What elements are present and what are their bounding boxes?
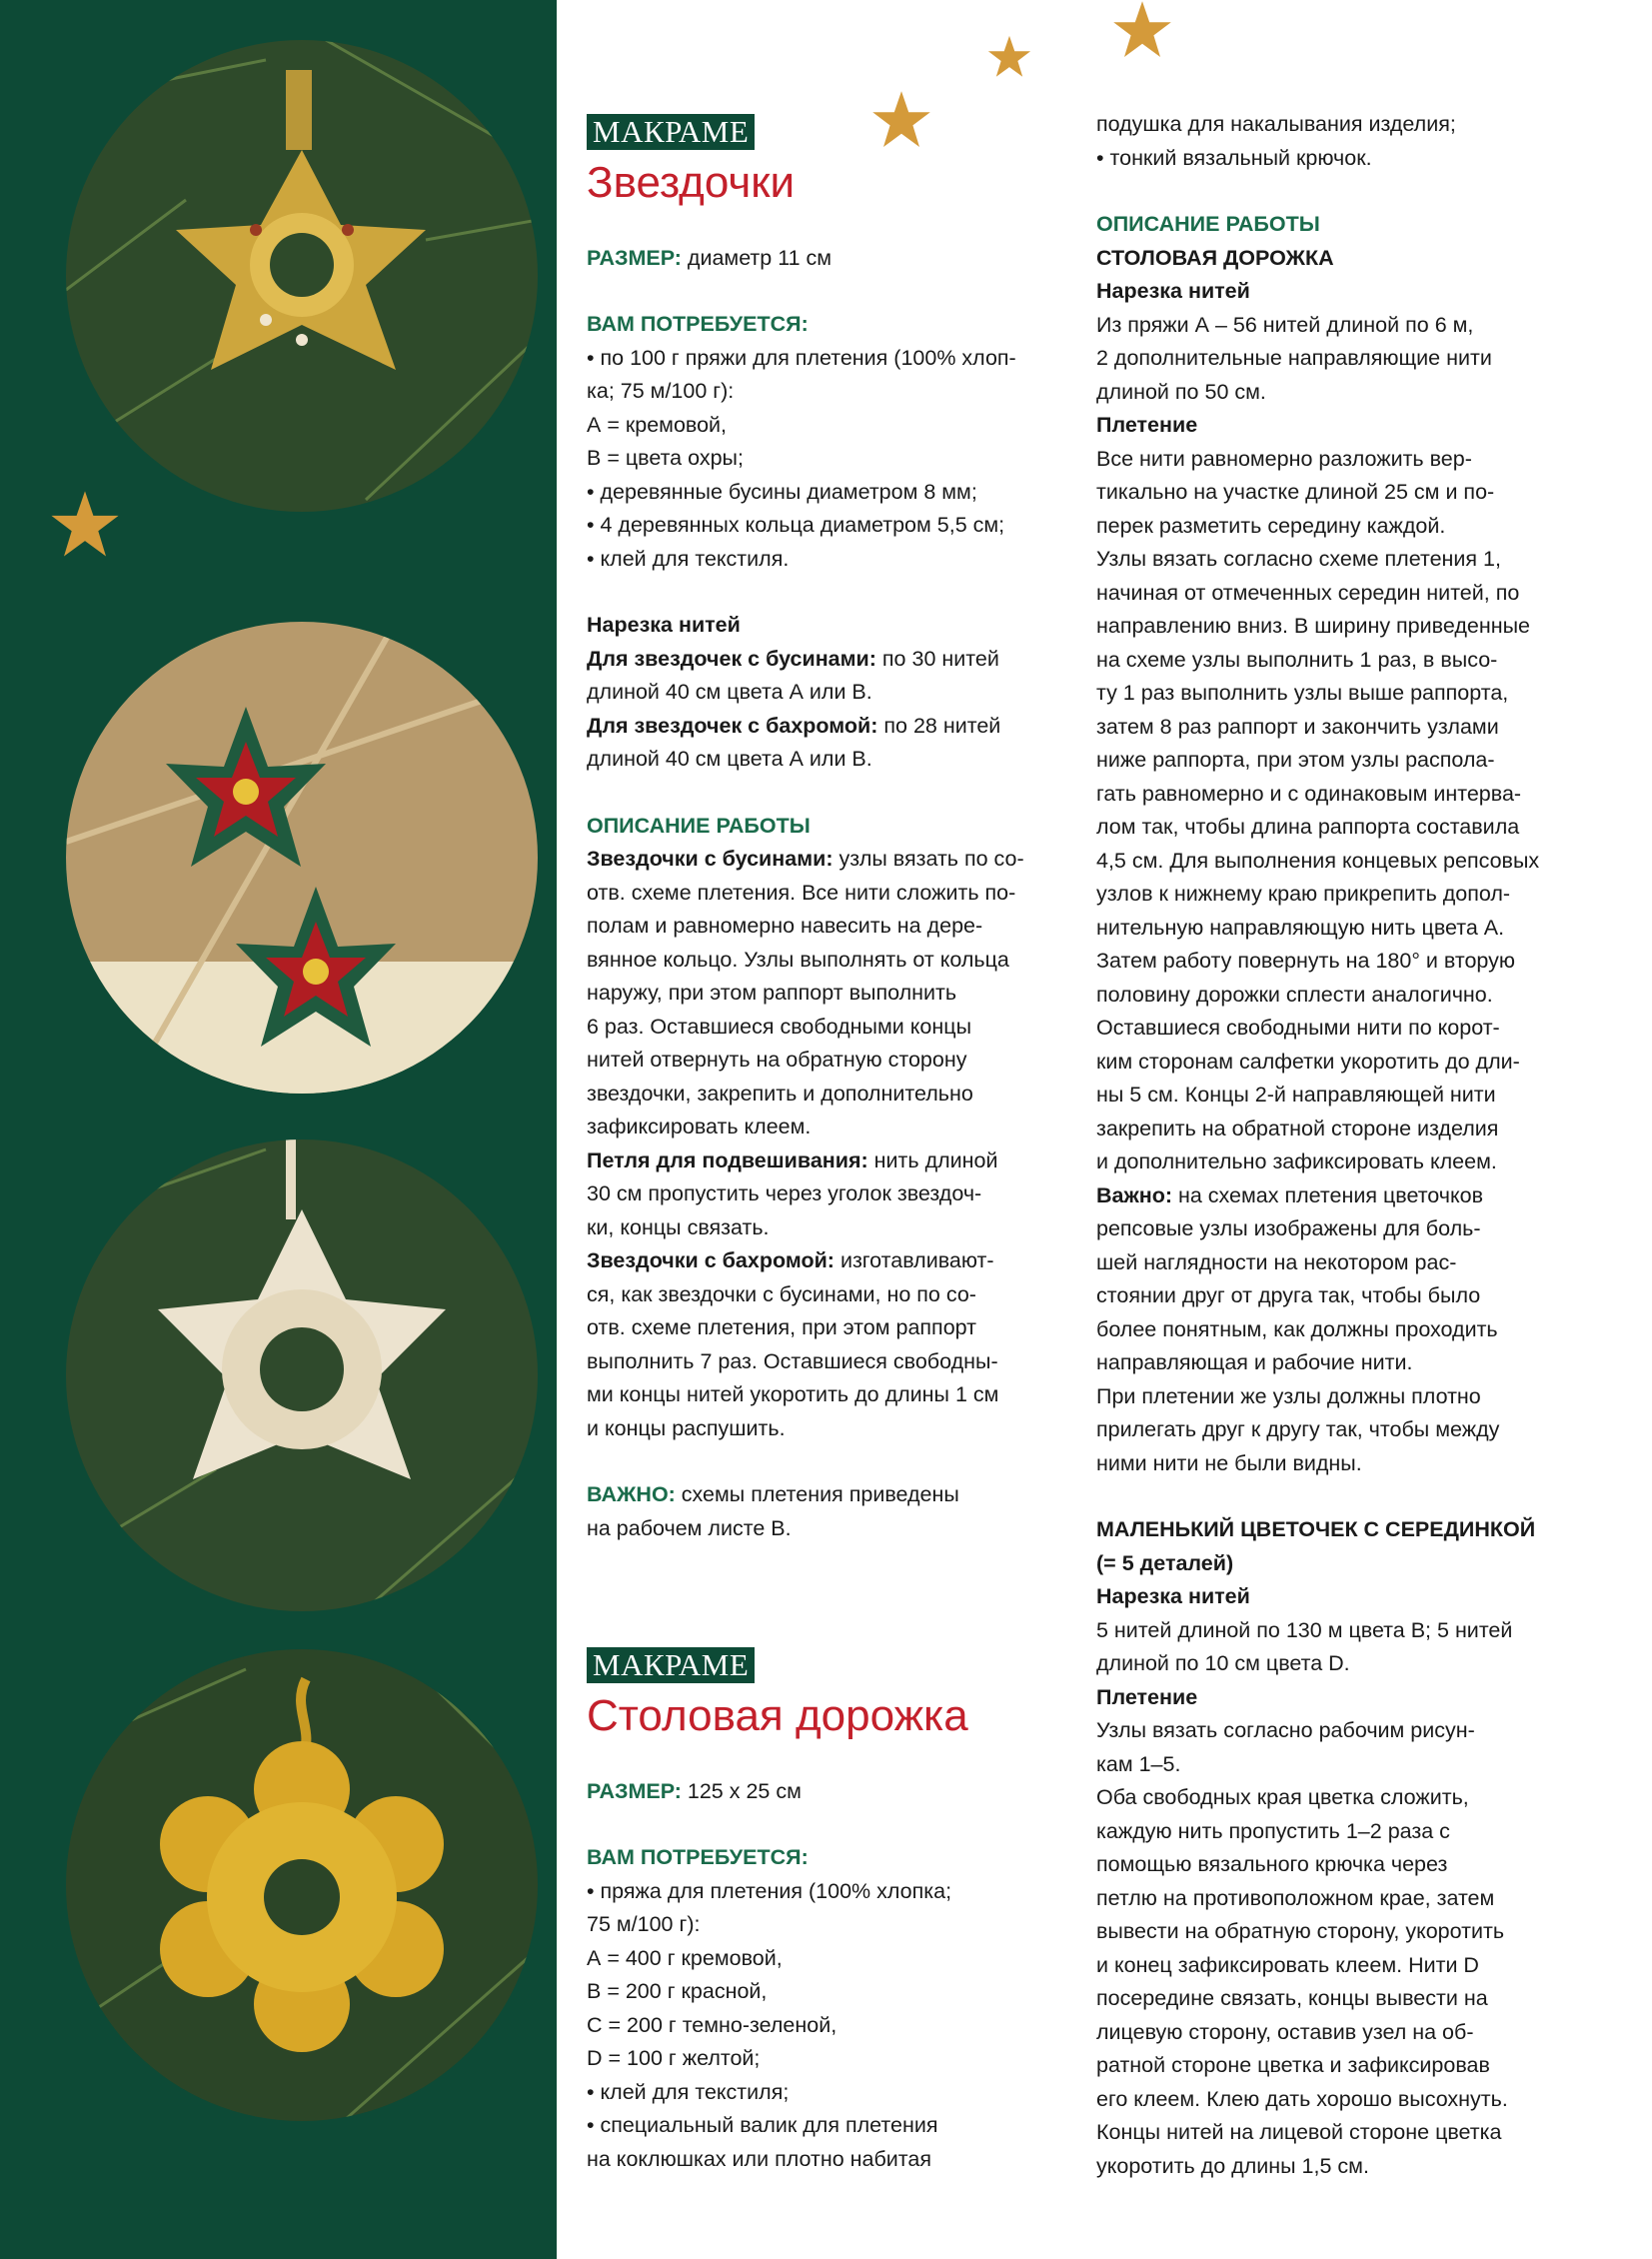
materials-item: В = 200 г красной, [587,1979,768,2003]
body-line: При плетении же узлы должны плотно [1096,1383,1481,1408]
materials-item: • специальный валик для плетения [587,2113,938,2137]
size-line: РАЗМЕР: диаметр 11 см [587,245,832,270]
body-line: прилегать друг к другу так, чтобы между [1096,1417,1500,1441]
materials-item: С = 200 г темно-зеленой, [587,2012,837,2037]
body-line: перек разметить середину каждой. [1096,513,1446,538]
body-line: более понятным, как должны проходить [1096,1316,1498,1341]
body-line: Звездочки с бусинами: узлы вязать по со- [587,847,1024,871]
important-note: ВАЖНО: схемы плетения приведены [587,1482,959,1506]
body-line: ми концы нитей укоротить до длины 1 см [587,1382,999,1406]
body-line: стоянии друг от друга так, чтобы было [1096,1283,1481,1307]
body-line: и дополнительно зафиксировать клеем. [1096,1149,1497,1173]
body-line: кам 1–5. [1096,1751,1181,1776]
body-line: и концы распушить. [587,1415,786,1440]
materials-item: В = цвета охры; [587,446,744,470]
body-line: отв. схеме плетения. Все нити сложить по- [587,880,1016,905]
body-line: закрепить на обратной стороне изделия [1096,1116,1499,1140]
body-line: затем 8 раз раппорт и закончить узлами [1096,714,1499,739]
body-line: и конец зафиксировать клеем. Нити D [1096,1952,1479,1977]
body-line: Оставшиеся свободными нити по корот- [1096,1016,1500,1040]
important-note: на рабочем листе В. [587,1515,792,1540]
body-line: нитей отвернуть на обратную сторону [587,1048,967,1072]
body-line: Затем работу повернуть на 180° и вторую [1096,949,1515,973]
body-line: Звездочки с бахромой: изготавливают- [587,1248,994,1272]
body-line: на схеме узлы выполнить 1 раз, в высо- [1096,647,1498,672]
section-tag: МАКРАМЕ [587,1647,755,1683]
materials-heading: ВАМ ПОТРЕБУЕТСЯ: [587,312,809,336]
article-title: Столовая дорожка [587,1690,968,1740]
cut-line: Для звездочек с бахромой: по 28 нитей [587,713,1001,738]
body-line: нительную направляющую нить цвета А. [1096,915,1505,940]
materials-item: 75 м/100 г): [587,1912,701,1936]
body-line: звездочки, закрепить и дополнительно [587,1081,973,1106]
materials-item: • тонкий вязальный крючок. [1096,145,1372,170]
cut-line: длиной 40 см цвета А или В. [587,680,872,704]
star-icon [50,490,120,560]
body-line: ратной стороне цветка и зафиксировав [1096,2053,1490,2077]
body-line: ки, концы связать. [587,1214,770,1239]
materials-item: • клей для текстиля; [587,2079,790,2104]
body-line: лицевую сторону, оставив узел на об- [1096,2019,1474,2044]
body-line: Оба свободных края цветка сложить, [1096,1785,1469,1809]
materials-item: D = 100 г желтой; [587,2046,761,2070]
materials-item: на коклюшках или плотно набитая [587,2146,931,2171]
cut-heading: Нарезка нитей [1096,1584,1250,1608]
body-line: 2 дополнительные направляющие нити [1096,346,1492,370]
cut-line: длиной 40 см цвета А или В. [587,747,872,771]
body-line: лом так, чтобы длина раппорта составила [1096,815,1520,839]
body-line: ся, как звездочки с бусинами, но по со- [587,1281,976,1306]
body-line: полам и равномерно навесить на дере- [587,914,983,938]
cut-heading: Нарезка нитей [587,613,741,637]
materials-item: А = 400 г кремовой, [587,1945,783,1970]
body-line: Петля для подвешивания: нить длиной [587,1147,998,1172]
materials-item: подушка для накалывания изделия; [1096,112,1456,136]
photo-ochre-star-ornament [66,40,538,512]
materials-item: • по 100 г пряжи для плетения (100% хлоп- [587,345,1016,370]
body-line: его клеем. Клею дать хорошо высохнуть. [1096,2086,1508,2111]
cut-heading: Нарезка нитей [1096,279,1250,303]
star-icon [1112,0,1172,60]
body-line: посередине связать, концы вывести на [1096,1986,1488,2010]
cut-line: Для звездочек с бусинами: по 30 нитей [587,646,999,671]
important-note: Важно: на схемах плетения цветочков [1096,1182,1484,1207]
body-line: Из пряжи А – 56 нитей длиной по 6 м, [1096,312,1474,337]
body-line: 5 нитей длиной по 130 м цвета В; 5 нитей [1096,1617,1513,1642]
weave-heading: Плетение [1096,1684,1198,1709]
body-line: репсовые узлы изображены для боль- [1096,1216,1481,1240]
star-icon [987,35,1031,79]
body-line: 30 см пропустить через уголок звездоч- [587,1181,982,1205]
body-line: выполнить 7 раз. Оставшиеся свободны- [587,1348,998,1373]
body-line: ними нити не были видны. [1096,1450,1362,1475]
size-line: РАЗМЕР: 125 х 25 см [587,1778,802,1803]
body-line: ту 1 раз выполнить узлы выше раппорта, [1096,681,1509,705]
body-line: ниже раппорта, при этом узлы распола- [1096,748,1495,772]
body-line: начиная от отмеченных середин нитей, по [1096,580,1520,605]
body-line: тикально на участке длиной 25 см и по- [1096,480,1495,504]
body-line: Узлы вязать согласно рабочим рисун- [1096,1718,1475,1742]
body-line: вывести на обратную сторону, укоротить [1096,1919,1505,1943]
photo-yellow-flower-star [66,1649,538,2121]
work-heading: ОПИСАНИЕ РАБОТЫ [1096,212,1320,236]
body-line: отв. схеме плетения, при этом раппорт [587,1315,976,1339]
materials-item: • деревянные бусины диаметром 8 мм; [587,479,977,504]
body-line: каждую нить пропустить 1–2 раза с [1096,1818,1450,1843]
body-line: вянное кольцо. Узлы выполнять от кольца [587,947,1009,972]
body-line: 4,5 см. Для выполнения концевых репсовых [1096,848,1540,873]
body-line: наружу, при этом раппорт выполнить [587,981,957,1005]
part-heading: СТОЛОВАЯ ДОРОЖКА [1096,245,1334,270]
photo-poinsettia-ornaments [66,622,538,1094]
body-line: половину дорожки сплести аналогично. [1096,982,1493,1007]
runner-article [587,1647,1056,2176]
flower-heading: МАЛЕНЬКИЙ ЦВЕТОЧЕК С СЕРЕДИНКОЙ [1096,1517,1536,1541]
weave-heading: Плетение [1096,413,1198,437]
body-line: направлению вниз. В ширину приведенные [1096,614,1530,638]
body-line: ким сторонам салфетки укоротить до дли- [1096,1049,1520,1074]
body-line: Узлы вязать согласно схеме плетения 1, [1096,547,1501,571]
body-line: зафиксировать клеем. [587,1115,812,1138]
stars-article [587,114,1056,1545]
materials-item: ка; 75 м/100 г): [587,379,735,403]
body-line: Все нити равномерно разложить вер- [1096,446,1472,471]
body-line: 6 раз. Оставшиеся свободными концы [587,1014,972,1039]
body-line: узлов к нижнему краю прикрепить допол- [1096,882,1511,906]
body-line: шей наглядности на некотором рас- [1096,1249,1457,1274]
materials-heading: ВАМ ПОТРЕБУЕТСЯ: [587,1845,809,1869]
body-line: Концы нитей на лицевой стороне цветка [1096,2120,1502,2144]
materials-item: • пряжа для плетения (100% хлопка; [587,1878,952,1903]
body-line: длиной по 50 см. [1096,379,1266,404]
materials-item: • клей для текстиля. [587,546,790,571]
article-title: Звездочки [587,157,796,207]
body-line: ны 5 см. Концы 2-й направляющей нити [1096,1083,1496,1107]
body-line: укоротить до длины 1,5 см. [1096,2153,1369,2178]
runner-instructions [1096,108,1596,2183]
body-line: длиной по 10 см цвета D. [1096,1651,1350,1675]
body-line: гать равномерно и с одинаковым интерва- [1096,781,1522,806]
flower-count: (= 5 деталей) [1096,1550,1234,1575]
materials-item: А = кремовой, [587,412,728,437]
body-line: направляющая и рабочие нити. [1096,1350,1413,1374]
photo-cream-fringed-star [66,1139,538,1611]
body-line: петлю на противоположном крае, затем [1096,1885,1495,1910]
sidebar-panel [0,0,557,2259]
section-tag: МАКРАМЕ [587,114,755,150]
materials-item: • 4 деревянных кольца диаметром 5,5 см; [587,513,1005,537]
body-line: помощью вязального крючка через [1096,1852,1448,1876]
work-heading: ОПИСАНИЕ РАБОТЫ [587,813,811,838]
